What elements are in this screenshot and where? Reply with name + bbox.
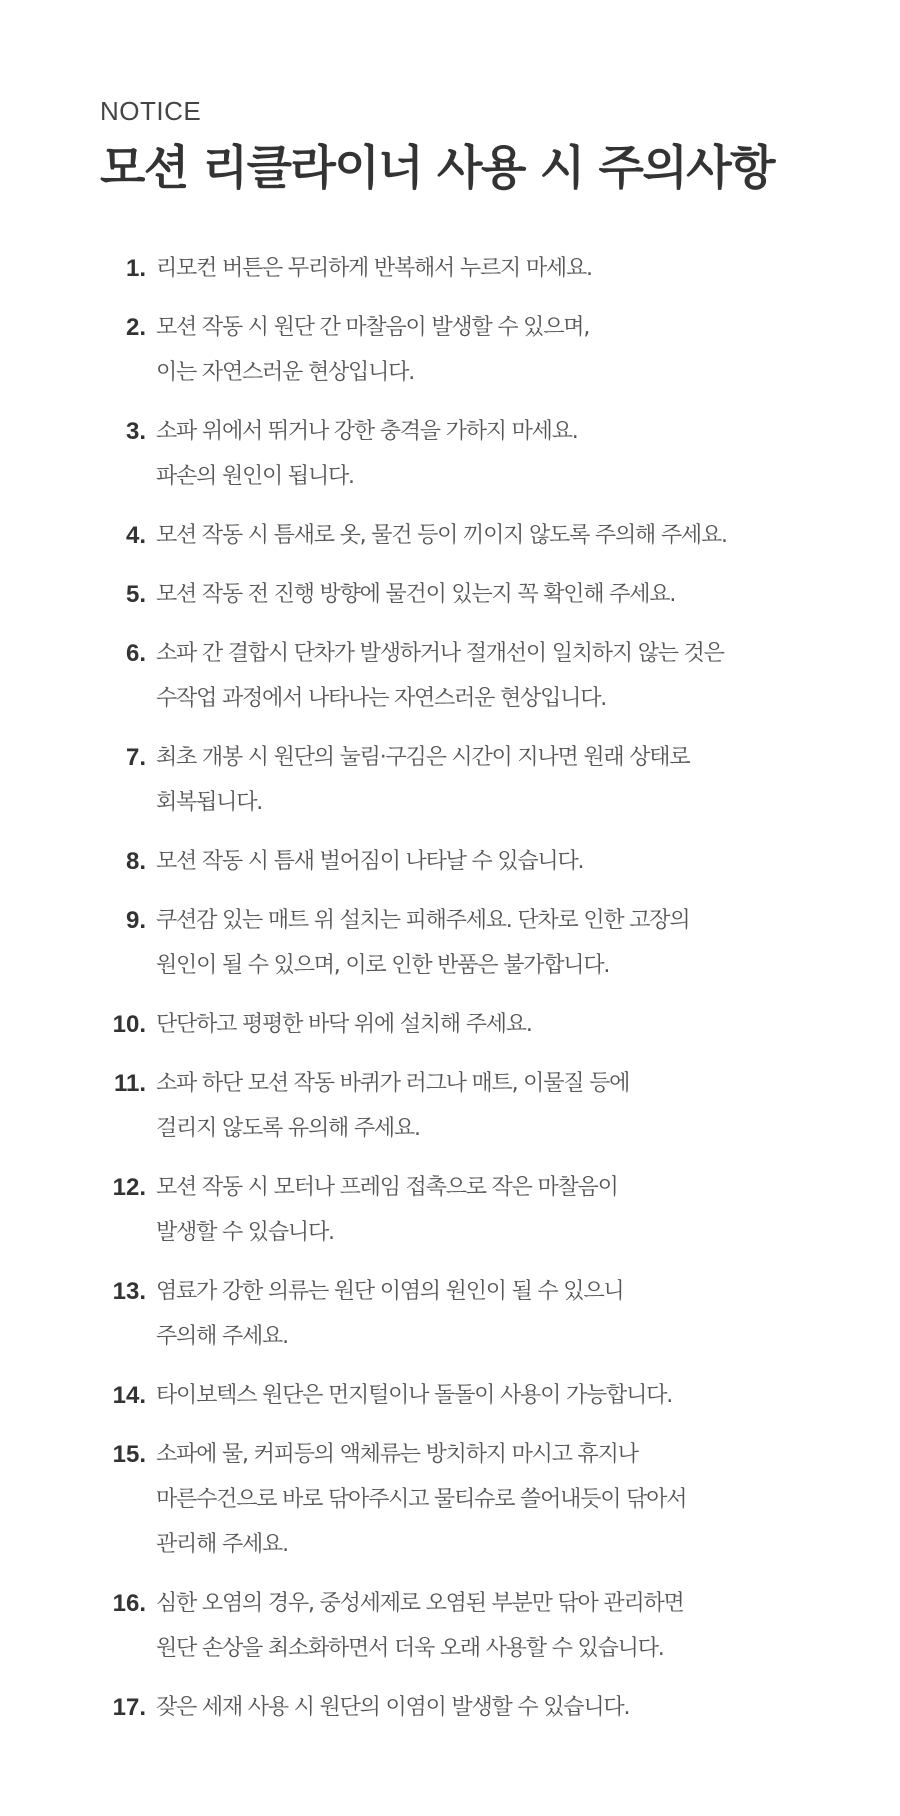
item-number: 10.: [112, 1011, 146, 1038]
item-text-line: 쿠션감 있는 매트 위 설치는 피해주세요. 단차로 인한 고장의: [156, 908, 690, 933]
item-text-line: 수작업 과정에서 나타나는 자연스러운 현상입니다.: [156, 686, 607, 711]
notice-item-2: [100, 305, 820, 395]
notice-item-5: [100, 572, 820, 617]
item-number: 5.: [125, 581, 146, 608]
item-number: 12.: [112, 1174, 146, 1201]
item-text: [146, 246, 820, 291]
item-text-line: 모션 작동 시 원단 간 마찰음이 발생할 수 있으며,: [156, 315, 590, 340]
notice-item-16: [100, 1581, 820, 1671]
item-text: [146, 839, 820, 884]
item-number: 11.: [113, 1070, 146, 1097]
item-number: 8.: [125, 848, 146, 875]
notice-item-7: [100, 735, 820, 825]
item-text-line: 모션 작동 시 모터나 프레임 접촉으로 작은 마찰음이: [156, 1175, 618, 1200]
item-text-line: 모션 작동 시 틈새 벌어짐이 나타날 수 있습니다.: [156, 849, 584, 874]
item-text-line: 심한 오염의 경우, 중성세제로 오염된 부분만 닦아 관리하면: [156, 1591, 684, 1616]
item-text-line: 소파 위에서 뛰거나 강한 충격을 가하지 마세요.: [156, 419, 578, 444]
item-number: 9.: [125, 907, 146, 934]
notice-item-11: [100, 1061, 820, 1151]
notice-item-10: [100, 1002, 820, 1047]
item-number: 16.: [112, 1590, 146, 1617]
item-text-line: 이는 자연스러운 현상입니다.: [156, 360, 415, 385]
notice-item-17: [100, 1685, 820, 1730]
notice-item-3: [100, 409, 820, 499]
item-text-line: 타이보텍스 원단은 먼지털이나 돌돌이 사용이 가능합니다.: [156, 1383, 673, 1408]
notice-item-15: [100, 1432, 820, 1567]
item-text-line: 모션 작동 전 진행 방향에 물건이 있는지 꼭 확인해 주세요.: [156, 582, 676, 607]
page-title: 모션 리클라이너 사용 시 주의사항: [100, 141, 775, 196]
item-number: 13.: [112, 1278, 146, 1305]
item-text: [146, 735, 820, 825]
item-text: [146, 513, 820, 558]
notice-item-9: [100, 898, 820, 988]
notice-item-6: [100, 631, 820, 721]
item-number: 1.: [125, 255, 146, 282]
item-text-line: 마른수건으로 바로 닦아주시고 물티슈로 쓸어내듯이 닦아서: [156, 1487, 687, 1512]
item-text: [146, 1269, 820, 1359]
item-number: 14.: [112, 1382, 146, 1409]
item-text-line: 회복됩니다.: [156, 790, 263, 815]
notice-item-14: [100, 1373, 820, 1418]
item-text-line: 잦은 세재 사용 시 원단의 이염이 발생할 수 있습니다.: [156, 1695, 630, 1720]
item-text-line: 염료가 강한 의류는 원단 이염의 원인이 될 수 있으니: [156, 1279, 624, 1304]
item-number: 2.: [125, 314, 146, 341]
item-text: [146, 898, 820, 988]
item-text: [146, 1165, 820, 1255]
item-number: 6.: [125, 640, 146, 667]
item-text-line: 단단하고 평평한 바닥 위에 설치해 주세요.: [156, 1012, 532, 1037]
item-text-line: 리모컨 버튼은 무리하게 반복해서 누르지 마세요.: [156, 256, 592, 281]
item-text-line: 소파 하단 모션 작동 바퀴가 러그나 매트, 이물질 등에: [156, 1071, 630, 1096]
notice-item-1: [100, 246, 820, 291]
item-text-line: 관리해 주세요.: [156, 1532, 288, 1557]
item-text: [146, 1685, 820, 1730]
notice-item-13: [100, 1269, 820, 1359]
item-text-line: 발생할 수 있습니다.: [156, 1220, 334, 1245]
item-text: [146, 305, 820, 395]
item-number: 7.: [125, 744, 146, 771]
item-text-line: 최초 개봉 시 원단의 눌림·구김은 시간이 지나면 원래 상태로: [156, 745, 690, 770]
item-text: [146, 409, 820, 499]
item-text-line: 소파 간 결합시 단차가 발생하거나 절개선이 일치하지 않는 것은: [156, 641, 724, 666]
item-number: 15.: [112, 1441, 146, 1468]
notice-item-12: [100, 1165, 820, 1255]
item-text: [146, 1061, 820, 1151]
item-text-line: 소파에 물, 커피등의 액체류는 방치하지 마시고 휴지나: [156, 1442, 638, 1467]
item-text-line: 파손의 원인이 됩니다.: [156, 464, 354, 489]
item-text: [146, 1581, 820, 1671]
notice-item-8: [100, 839, 820, 884]
notice-eyebrow: NOTICE: [100, 96, 202, 126]
item-text: [146, 1373, 820, 1418]
item-text: [146, 1002, 820, 1047]
notice-item-4: [100, 513, 820, 558]
item-text: [146, 572, 820, 617]
item-text-line: 원인이 될 수 있으며, 이로 인한 반품은 불가합니다.: [156, 953, 610, 978]
notice-list: [100, 246, 820, 1744]
item-text-line: 주의해 주세요.: [156, 1324, 288, 1349]
item-text: [146, 1432, 820, 1567]
item-text-line: 모션 작동 시 틈새로 옷, 물건 등이 끼이지 않도록 주의해 주세요.: [156, 523, 727, 548]
item-text-line: 원단 손상을 최소화하면서 더욱 오래 사용할 수 있습니다.: [156, 1636, 664, 1661]
item-number: 17.: [112, 1694, 146, 1721]
item-number: 4.: [125, 522, 146, 549]
item-text-line: 걸리지 않도록 유의해 주세요.: [156, 1116, 420, 1141]
item-number: 3.: [125, 418, 146, 445]
item-text: [146, 631, 820, 721]
